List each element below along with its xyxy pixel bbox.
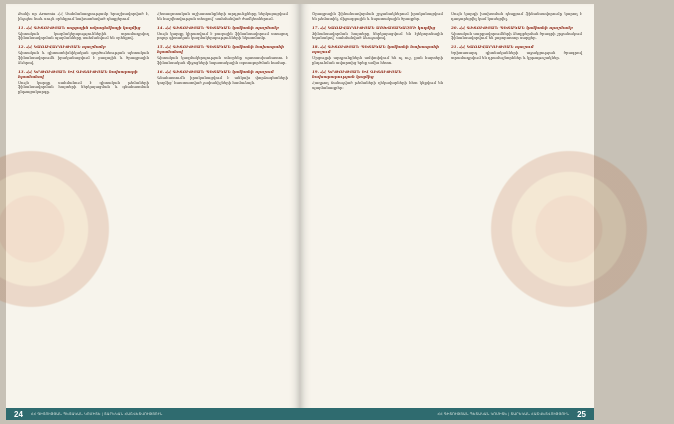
section-heading: 21. ՀՀ ԿԱՌԱՎԱՐՈՒԹՅԱՆ որոշում <box>451 44 534 50</box>
right-page <box>300 4 594 420</box>
body-paragraph: Հետազոտական աշխատանքների արդյունքները ներկայացվում են հաշվետվության տեսքով՝ սահմանված ժամկետներում. <box>157 11 290 21</box>
section-heading: 16. ՀՀ ԳԻՏՈՒԹՅԱՆ ՊԵՏԱԿԱՆ կոմիտեի որոշում <box>157 68 274 74</box>
section-heading: 13. ՀՀ ԿՐԹՈՒԹՅԱՆ ԵՎ ԳԻՏՈՒԹՅԱՆ նախարարի հրամանով <box>18 68 138 79</box>
body-paragraph: Գնահատումն իրականացվում է անկախ փորձագետների կողմից՝ հաստատված չափանիշների համաձայն. <box>157 74 290 85</box>
body-paragraph: Ծրագրային ֆինանսավորման շրջանակներում իրականացվում են թեմատիկ, միջազգային և նպատակային ծրագրեր. <box>312 11 445 21</box>
body-paragraph: Սույն կարգը սահմանում է գիտական թեմաների ֆինանսավորման հայտերի ներկայացման և գնահատման ընթացակարգը. <box>18 79 151 95</box>
left-column-1 <box>18 12 149 398</box>
left-column-2 <box>157 12 288 398</box>
footer-caption: ՀՀ ԳԻՏՈՒԹՅԱՆ ՊԵՏԱԿԱՆ ԿՈՄԻՏԵ | ՏԱՐԵԿԱՆ ՀԱՇՎԵՏՎՈՒԹՅՈՒՆ <box>437 412 570 416</box>
body-paragraph: Հաղթող ճանաչված թեմաների ղեկավարների հետ կնքվում են պայմանագրեր։ <box>312 79 445 90</box>
right-footer <box>300 408 594 420</box>
section-heading: 17. ՀՀ ԿԱՌԱՎԱՐՈՒԹՅԱՆ ԱՇԽԱՏԱԿԱԶՄԻ կողմից <box>312 24 436 30</box>
section-heading: 19. ՀՀ ԿՐԹՈՒԹՅԱՆ ԵՎ ԳԻՏՈՒԹՅԱՆ նախարարության կողմից <box>312 68 402 79</box>
body-paragraph: Գիտական սարքավորումների ձեռքբերման ծրագրի շրջանակում ֆինանսավորվում են լաբորատոր սարքեր. <box>451 30 584 41</box>
right-page-columns <box>312 12 582 398</box>
section-heading: 20. ՀՀ ԳԻՏՈՒԹՅԱՆ ՊԵՏԱԿԱՆ կոմիտեի որոշմամբ <box>451 24 573 30</box>
section-heading: 12. ՀՀ ԿԱՌԱՎԱՐՈՒԹՅԱՆ որոշմամբ <box>18 44 106 50</box>
page-number: 24 <box>14 409 23 419</box>
left-page-columns <box>18 12 288 398</box>
footer-caption: ՀՀ ԳԻՏՈՒԹՅԱՆ ՊԵՏԱԿԱՆ ԿՈՄԻՏԵ | ՏԱՐԵԿԱՆ ՀԱՇՎԵՏՎՈՒԹՅՈՒՆ <box>30 412 163 416</box>
page-number: 25 <box>577 409 586 419</box>
section-heading: 11. ՀՀ ԳԻՏՈՒԹՅԱՆ ազգային ակադեմիայի կողմից <box>18 24 141 30</box>
body-paragraph: Գիտական կազմակերպության տնօրենը պատասխանատու է ֆինանսական միջոցների նպատակային օգտագործման համար. <box>157 55 290 65</box>
body-paragraph: Գիտական և գիտատեխնիկական գործունեության պետական ֆինանսավորումն իրականացվում է բազային և ծրագրային ձևերով. <box>18 50 151 65</box>
right-column-1 <box>312 12 443 398</box>
body-paragraph: Սույն կարգը կիրառվում է բազային ֆինանսավորում ստացող բոլոր գիտական կազմակերպությունների նկատմամբ. <box>157 30 290 41</box>
body-paragraph: Մրցույթի արդյունքներն ամփոփվում են ոչ ուշ, քան հայտերի ընդունման ավարտից երեք ամիս հետո. <box>312 55 445 65</box>
body-paragraph: Երիտասարդ գիտնականների աջակցության ծրագրով տրամադրվում են դրամաշնորհներ և կրթաթոշակներ. <box>451 50 584 60</box>
body-paragraph: Ֆինանսավորման հայտերը ներկայացվում են էլեկտրոնային եղանակով՝ սահմանված ձևաչափով. <box>312 30 445 41</box>
body-paragraph: Գիտական կազմակերպություններին տրամադրվող ֆինանսավորման պայմանները սահմանվում են օրենքով. <box>18 30 151 41</box>
book-spread <box>6 4 594 420</box>
section-heading: 18. ՀՀ ԳԻՏՈՒԹՅԱՆ ՊԵՏԱԿԱՆ կոմիտեի նախագահի որոշում <box>312 44 440 55</box>
body-paragraph: Քանի որ Armenia ՀՀ Սահմանադրությամբ երաշխավորված է, ինչպես նաև սույն օրենքում նախատեսված դեպքերում <box>18 11 151 21</box>
right-column-2 <box>451 12 582 398</box>
left-page <box>6 4 300 420</box>
body-paragraph: Սույն կարգի խախտման դեպքում ֆինանսավորումը կարող է դադարեցվել կամ կասեցվել. <box>451 11 584 21</box>
section-heading: 14. ՀՀ ԳԻՏՈՒԹՅԱՆ ՊԵՏԱԿԱՆ կոմիտեի որոշմամբ <box>157 24 279 30</box>
left-footer <box>6 408 300 420</box>
section-heading: 15. ՀՀ ԳԻՏՈՒԹՅԱՆ ՊԵՏԱԿԱՆ կոմիտեի նախագահի հրամանով <box>157 44 285 55</box>
